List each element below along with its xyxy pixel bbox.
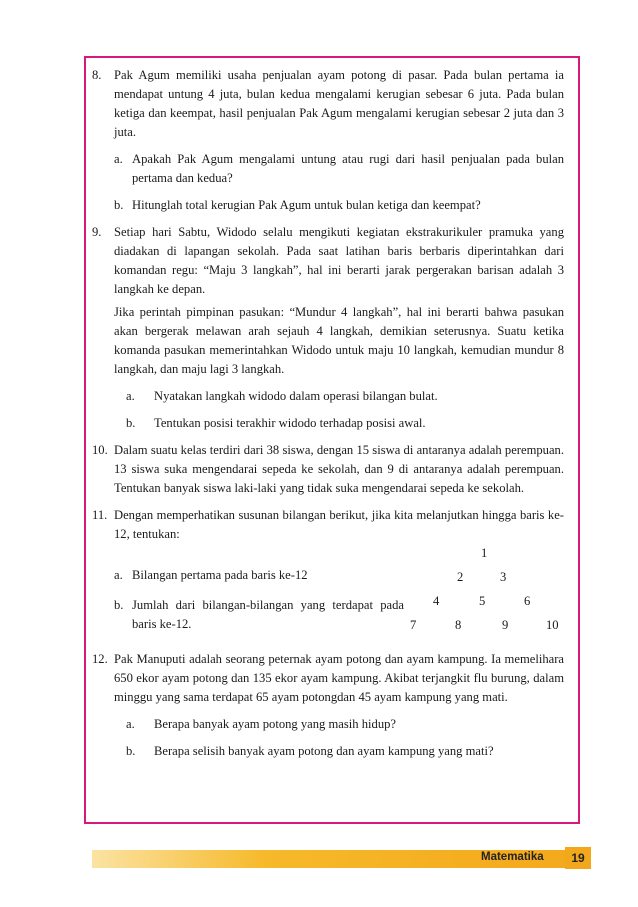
triangle-number: 9 — [502, 618, 509, 632]
question-text-continued: Jika perintah pimpinan pasukan: “Mundur 4 langkah”, hal ini berarti bahwa pasukan akan bergerak melawan arah sejauh 4 langkah, demikian seterusnya. Suatu ketika komanda pasukan memerintahkan Widodo untuk maju 10 langkah, kemudian mundur 8 langkah, dan maju lagi 3 langkah. — [114, 305, 564, 376]
sub-question-list — [114, 387, 564, 433]
question-text: Dalam suatu kelas terdiri dari 38 siswa, dengan 15 siswa di antaranya adalah perempuan. 13 siswa suka mengendarai sepeda ke sekolah, dan 9 di antaranya adalah perempuan. Tentukan banyak siswa laki-laki yang tidak suka mengendarai sepeda ke sekolah. — [114, 443, 564, 495]
question-number: 12. — [92, 652, 108, 666]
exercise-list — [92, 66, 564, 769]
number-triangle — [406, 544, 574, 644]
page-number: 19 — [565, 847, 591, 869]
sub-text: Berapa selisih banyak ayam potong dan ayam kampung yang mati? — [154, 744, 494, 758]
sub-letter: a. — [114, 152, 123, 166]
triangle-number: 1 — [481, 546, 488, 560]
sub-question-b — [114, 196, 564, 215]
sub-letter: b. — [114, 598, 124, 612]
triangle-number: 2 — [457, 570, 464, 584]
sub-question-a — [114, 566, 404, 585]
question-8 — [92, 66, 564, 215]
triangle-number: 6 — [524, 594, 531, 608]
question-12 — [92, 650, 564, 761]
sub-letter: b. — [126, 416, 136, 430]
question-text: Pak Manuputi adalah seorang peternak ayam potong dan ayam kampung. Ia memelihara 650 ekor ayam potong dan 135 ekor ayam kampung. Akibat terjangkit flu burung, dalam minggu yang sama terdapat 65 ayam potongdan 45 ayam kampung yang mati. — [114, 652, 564, 704]
triangle-number: 7 — [410, 618, 417, 632]
question-text: Pak Agum memiliki usaha penjualan ayam potong di pasar. Pada bulan pertama ia mendapat untung 4 juta, bulan kedua mengalami kerugian sebesar 6 juta. Pada bulan ketiga dan keempat, hasil penjualan Pak Agum mengalami kerugian sebesar 2 juta dan 3 juta. — [114, 68, 564, 139]
sub-letter: a. — [126, 389, 135, 403]
sub-question-b — [114, 414, 564, 433]
question-text: Setiap hari Sabtu, Widodo selalu mengikuti kegiatan ekstrakurikuler pramuka yang diadakan di lapangan sekolah. Pada saat latihan baris berbaris diperintahkan dari komandan regu: “Maju 3 langkah”, hal ini berarti jarak pergerakan barisan adalah 3 langkah ke depan. — [114, 225, 564, 296]
question-9 — [92, 223, 564, 433]
sub-question-list — [114, 715, 564, 761]
sub-text: Bilangan pertama pada baris ke-12 — [132, 568, 308, 582]
triangle-number: 5 — [479, 594, 486, 608]
question-text: Dengan memperhatikan susunan bilangan berikut, jika kita melanjutkan hingga baris ke-12, tentukan: — [114, 508, 564, 541]
sub-letter: b. — [114, 198, 124, 212]
triangle-number: 3 — [500, 570, 507, 584]
question-number: 10. — [92, 443, 108, 457]
question-number: 8. — [92, 68, 102, 82]
sub-question-b — [114, 596, 404, 634]
triangle-number: 10 — [546, 618, 559, 632]
sub-text: Hitunglah total kerugian Pak Agum untuk bulan ketiga dan keempat? — [132, 198, 481, 212]
question-10 — [92, 441, 564, 498]
triangle-number: 4 — [433, 594, 440, 608]
sub-question-a — [114, 150, 564, 188]
sub-question-b — [114, 742, 564, 761]
sub-text: Tentukan posisi terakhir widodo terhadap posisi awal. — [154, 416, 426, 430]
sub-question-a — [114, 387, 564, 406]
question-number: 9. — [92, 225, 102, 239]
question-11 — [92, 506, 564, 636]
sub-question-a — [114, 715, 564, 734]
triangle-number: 8 — [455, 618, 462, 632]
sub-text: Jumlah dari bilangan-bilangan yang terdapat pada baris ke-12. — [132, 598, 404, 631]
sub-letter: b. — [126, 744, 136, 758]
sub-letter: a. — [114, 568, 123, 582]
sub-text: Berapa banyak ayam potong yang masih hidup? — [154, 717, 397, 731]
sub-text: Nyatakan langkah widodo dalam operasi bilangan bulat. — [154, 389, 438, 403]
sub-question-list — [114, 566, 404, 634]
question-11-body — [114, 544, 564, 636]
sub-text: Apakah Pak Agum mengalami untung atau rugi dari hasil penjualan pada bulan pertama dan kedua? — [132, 152, 564, 185]
sub-letter: a. — [126, 717, 135, 731]
footer-subject: Matematika — [481, 851, 544, 863]
question-number: 11. — [92, 508, 108, 522]
